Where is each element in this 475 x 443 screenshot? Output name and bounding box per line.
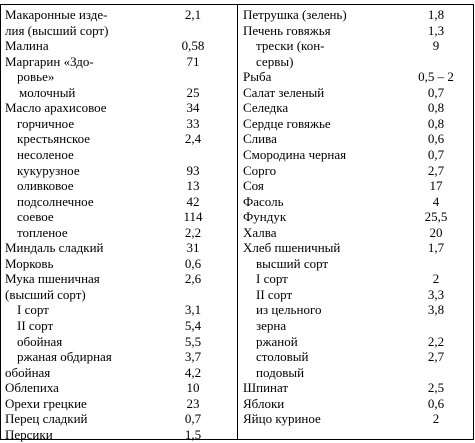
product-value: 3,1 bbox=[184, 302, 202, 318]
product-value: 5,4 bbox=[184, 318, 202, 333]
product-name: Рыба bbox=[243, 69, 272, 85]
product-value: 25 bbox=[186, 84, 200, 100]
table-row bbox=[0, 302, 445, 318]
product-name: ржаная обдирная bbox=[17, 349, 112, 365]
table-row bbox=[0, 349, 445, 365]
table-row bbox=[0, 193, 440, 210]
product-value: 23 bbox=[186, 395, 200, 411]
product-name: из цельного bbox=[256, 302, 322, 318]
product-name: I сорт bbox=[17, 302, 49, 318]
product-value: 1,3 bbox=[427, 22, 445, 38]
table-row bbox=[0, 364, 305, 381]
product-name: кукурузное bbox=[17, 162, 80, 178]
product-name: подовый bbox=[256, 364, 305, 380]
table-row bbox=[0, 38, 440, 54]
product-name: ровье» bbox=[17, 69, 55, 85]
table-row bbox=[0, 333, 445, 350]
product-name: Фундук bbox=[243, 209, 287, 225]
product-value: 25,5 bbox=[424, 209, 448, 225]
product-value: 0,7 bbox=[184, 411, 202, 427]
product-name: Сердце говяжье bbox=[243, 115, 331, 131]
table-row bbox=[0, 131, 445, 147]
product-name: Печень говяжья bbox=[243, 22, 331, 38]
product-value: 0,7 bbox=[427, 146, 445, 162]
product-value: 0,8 bbox=[427, 100, 445, 116]
product-value: 2,1 bbox=[184, 7, 202, 22]
product-name: Малина bbox=[5, 38, 49, 54]
product-value: 34 bbox=[186, 100, 200, 116]
product-name: (высший сорт) bbox=[5, 286, 86, 302]
product-value: 4 bbox=[432, 193, 440, 209]
product-name: подсолнечное bbox=[17, 193, 94, 209]
product-value: 2,5 bbox=[427, 380, 445, 396]
table-row bbox=[0, 271, 440, 287]
table-row bbox=[0, 380, 445, 396]
product-name: Масло арахисовое bbox=[5, 100, 107, 116]
product-name: Мука пшеничная bbox=[5, 271, 100, 287]
table-row bbox=[0, 255, 329, 272]
product-name: Селедка bbox=[243, 100, 289, 116]
product-value: 33 bbox=[186, 115, 200, 131]
table-row bbox=[0, 100, 445, 116]
table-row bbox=[0, 162, 445, 179]
product-name: топленое bbox=[17, 224, 68, 240]
product-value: 93 bbox=[186, 162, 200, 178]
table-row bbox=[0, 22, 445, 39]
product-value: 0,6 bbox=[184, 255, 202, 271]
table-row bbox=[0, 178, 443, 194]
table-row bbox=[0, 209, 448, 225]
column-divider bbox=[237, 5, 238, 439]
table-row bbox=[0, 53, 294, 70]
product-name: молочный bbox=[19, 84, 76, 100]
product-name: Орехи грецкие bbox=[5, 395, 87, 411]
product-name: обойная bbox=[17, 333, 63, 349]
product-name: Фасоль bbox=[243, 193, 284, 209]
product-value: 1,7 bbox=[427, 240, 445, 256]
product-value: 2,6 bbox=[184, 271, 202, 287]
product-name: оливковое bbox=[17, 178, 74, 194]
product-value: 2,2 bbox=[184, 224, 202, 240]
table-border-right bbox=[473, 5, 474, 439]
product-value: 114 bbox=[183, 209, 203, 225]
product-value: 2,4 bbox=[184, 131, 202, 147]
table-row bbox=[0, 69, 454, 85]
product-name: горчичное bbox=[17, 115, 75, 131]
product-value: 31 bbox=[186, 240, 200, 256]
product-value: 0,8 bbox=[427, 115, 445, 131]
product-name: Яблоки bbox=[243, 395, 285, 411]
product-value: 2 bbox=[432, 411, 440, 427]
product-name: II сорт bbox=[17, 318, 54, 333]
product-name: Маргарин «Здо- bbox=[5, 53, 94, 69]
product-name: Шпинат bbox=[243, 380, 289, 396]
product-value-table bbox=[0, 4, 474, 440]
table-row bbox=[0, 286, 445, 303]
product-name: Хлеб пшеничный bbox=[243, 240, 341, 256]
table-row bbox=[0, 84, 445, 101]
product-value: 2,7 bbox=[427, 162, 445, 178]
table-row bbox=[0, 411, 440, 427]
product-name: сервы) bbox=[256, 53, 294, 69]
product-name: зерна bbox=[256, 318, 287, 333]
product-name: столовый bbox=[256, 349, 309, 365]
product-value: 5,5 bbox=[184, 333, 202, 349]
product-value: 2,2 bbox=[427, 333, 445, 349]
product-name: несоленое bbox=[17, 146, 74, 162]
product-name: обойная bbox=[5, 364, 51, 380]
table-row bbox=[0, 318, 287, 334]
product-value: 3,3 bbox=[427, 286, 445, 302]
product-value: 0,7 bbox=[427, 84, 445, 100]
table-row bbox=[0, 115, 445, 132]
product-name: Слива bbox=[243, 131, 277, 147]
table-row bbox=[0, 224, 443, 241]
product-value: 1,5 bbox=[184, 426, 202, 442]
product-name: трески (кон- bbox=[256, 38, 325, 54]
product-name: Яйцо куриное bbox=[243, 411, 321, 427]
product-value: 0,6 bbox=[427, 395, 445, 411]
product-name: ржаной bbox=[256, 333, 298, 349]
product-value: 0,58 bbox=[181, 38, 205, 54]
product-value: 42 bbox=[186, 193, 200, 209]
product-name: II сорт bbox=[256, 286, 293, 302]
product-name: крестьянское bbox=[17, 131, 91, 147]
product-name: Халва bbox=[243, 224, 277, 240]
product-value: 17 bbox=[429, 178, 443, 194]
product-name: лия (высший сорт) bbox=[5, 22, 109, 38]
table-row bbox=[0, 240, 445, 256]
product-name: Петрушка (зелень) bbox=[243, 7, 347, 22]
table-row bbox=[0, 7, 445, 23]
product-name: I сорт bbox=[256, 271, 288, 287]
product-value: 3,8 bbox=[427, 302, 445, 318]
product-name: высший сорт bbox=[256, 255, 329, 271]
product-value: 2 bbox=[432, 271, 440, 287]
product-value: 1,8 bbox=[427, 7, 445, 22]
product-name: Смородина черная bbox=[243, 146, 347, 162]
product-value: 0,6 bbox=[427, 131, 445, 147]
product-value: 2,7 bbox=[427, 349, 445, 365]
product-value: 20 bbox=[429, 224, 443, 240]
product-value: 3,7 bbox=[184, 349, 202, 365]
product-name: Миндаль сладкий bbox=[5, 240, 104, 256]
product-name: Сорго bbox=[243, 162, 277, 178]
table-row bbox=[0, 395, 445, 412]
product-value: 0,5 – 2 bbox=[418, 69, 454, 85]
product-name: Персики bbox=[5, 426, 53, 442]
product-name: Морковь bbox=[5, 255, 54, 271]
product-name: Макаронные изде- bbox=[5, 7, 108, 22]
table-row bbox=[0, 427, 236, 443]
product-value: 71 bbox=[186, 53, 200, 69]
product-value: 4,2 bbox=[184, 364, 202, 380]
product-name: Салат зеленый bbox=[243, 84, 325, 100]
product-name: Соя bbox=[243, 178, 264, 194]
product-value: 9 bbox=[432, 38, 440, 54]
product-name: Облепиха bbox=[5, 380, 59, 396]
table-row bbox=[0, 146, 445, 163]
product-name: соевое bbox=[17, 209, 54, 225]
product-name: Перец сладкий bbox=[5, 411, 88, 427]
product-value: 13 bbox=[186, 178, 200, 194]
product-value: 10 bbox=[186, 380, 200, 396]
